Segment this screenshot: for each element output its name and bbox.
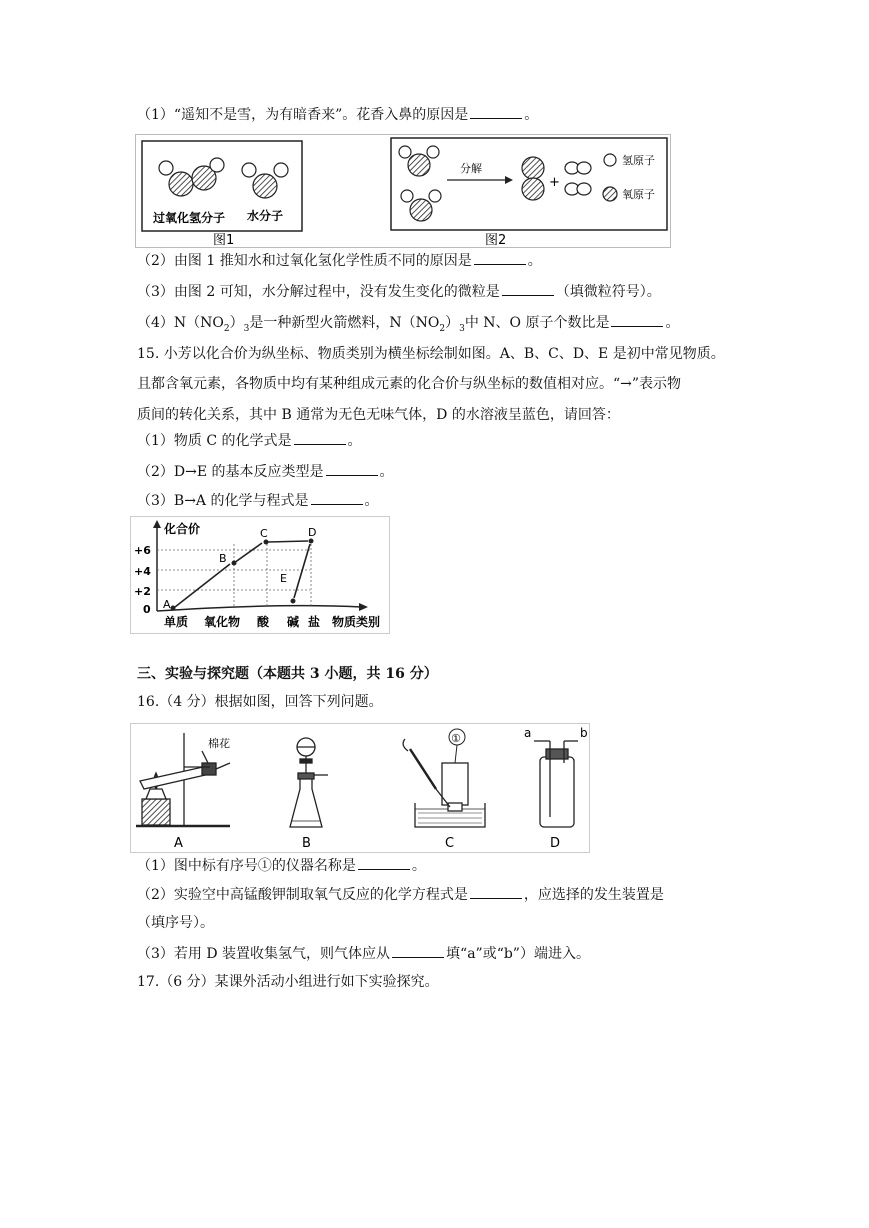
point-c [264,540,269,545]
xtick-base: 碱 [287,615,300,629]
xtick-salt: 盐 [308,615,321,629]
q15-part2-end: 。 [379,464,394,480]
q16-part2-mid: ，应选择的发生装置是 [523,887,664,903]
answer-blank[interactable] [392,943,444,958]
molecule-figures-svg [135,134,671,249]
arrow-head-icon [505,176,513,184]
label-b: B [219,552,227,565]
q14-part4-text-b: ） [229,315,244,331]
q15-part2-text: （2）D→E 的基本反应类型是 [137,464,324,480]
q15-part2 [137,461,394,482]
fig2-arrow-label: 分解 [460,162,482,175]
legend-hydrogen-icon [604,154,616,166]
answer-blank[interactable] [611,312,663,327]
apparatus-c [403,739,485,827]
q14-part2-end: 。 [527,253,542,269]
ytick-plus4: +4 [134,565,151,578]
answer-blank[interactable] [474,250,526,265]
answer-blank[interactable] [470,104,522,119]
chart-grid [157,544,311,608]
q14-figures [135,134,671,249]
legend-hydrogen-label: 氢原子 [622,154,655,167]
answer-blank[interactable] [502,281,554,296]
q16-intro: 16.（4 分）根据如图，回答下列问题。 [137,694,383,710]
q14-part4-text-d: ） [445,315,460,331]
xtick-acid: 酸 [257,615,270,629]
legend-oxygen-label: 氧原子 [622,188,655,201]
q16-part1 [137,855,426,876]
q16-part3 [137,943,590,964]
q16-part1-text: （1）图中标有序号①的仪器名称是 [137,858,356,874]
subscript: 3 [459,323,465,334]
subscript: 3 [243,323,250,334]
apparatus-frame [131,724,590,853]
label-b-port: b [580,726,588,740]
fig1-label-h2o: 水分子 [247,209,284,223]
label-a-port: a [524,726,532,740]
q17-intro: 17.（6 分）某课外活动小组进行如下实验探究。 [137,974,439,990]
label-a: A [163,598,171,611]
ytick-plus6: +6 [134,544,151,557]
q14-part1-text: （1）“遥知不是雪，为有暗香来”。花香入鼻的原因是 [137,107,469,123]
valence-chart [130,516,390,634]
label-cotton: 棉花 [208,737,230,750]
hydrogen-molecule-bottom [565,183,591,195]
fig1-caption: 图1 [213,233,235,248]
apparatus-b [290,738,328,827]
q15-part1 [137,430,362,451]
caption-a: A [174,836,183,851]
q14-part1-end: 。 [524,107,539,123]
ytick-plus2: +2 [134,585,151,598]
apparatus-d [534,741,578,827]
q14-part4 [137,312,679,339]
subscript: 2 [223,323,230,334]
q14-part3-text: （3）由图 2 可知，水分解过程中，没有发生变化的微粒是 [137,284,500,300]
q14-part4-end: 。 [665,315,680,331]
answer-blank[interactable] [294,430,346,445]
hydrogen-molecule-top [565,162,591,174]
q14-part3-end: （填微粒符号）。 [555,284,661,300]
legend-oxygen-icon [603,187,617,201]
ytick-zero: 0 [143,603,151,616]
q16-part2-cont: （填序号）。 [137,915,214,931]
q15-intro-line3: 质间的转化关系，其中 B 通常为无色无味气体，D 的水溶液呈蓝色，请回答： [137,407,620,423]
q16-part2-text: （2）实验空中高锰酸钾制取氧气反应的化学方程式是 [137,887,468,903]
q15-intro-line2: 且都含氧元素，各物质中均有某种组成元素的化合价与纵坐标的数值相对应。“→”表示物 [137,376,682,392]
q16-part3-text: （3）若用 D 装置收集氢气，则气体应从 [137,946,391,962]
q14-part2-text: （2）由图 1 推知水和过氧化氢化学性质不同的原因是 [137,253,472,269]
q16-part2 [137,884,664,905]
q14-part4-text-c: 是一种新型火箭燃料，N（NO [249,315,440,331]
q15-intro-line1: 15. 小芳以化合价为纵坐标、物质类别为横坐标绘制如图。A、B、C、D、E 是初中常见物质。 [137,346,725,362]
answer-blank[interactable] [358,855,410,870]
conversion-arrows [175,541,310,607]
water-molecule-bottom [401,190,441,221]
subscript: 2 [439,323,446,334]
label-leader-line [455,745,457,763]
point-b [232,561,237,566]
xtick-element: 单质 [164,615,189,629]
h2o-molecule [242,163,288,198]
q14-part2 [137,250,542,271]
fig2-plus: + [549,175,560,190]
point-a [171,606,176,611]
answer-blank[interactable] [470,884,522,899]
label-d: D [308,526,317,539]
point-d [309,539,314,544]
q15-part3 [137,490,379,511]
fig1-label-h2o2: 过氧化氢分子 [153,211,226,225]
label-circle1: ① [451,732,461,745]
q14-part4-text-e: 中 N、O 原子个数比是 [464,315,610,331]
q16-part1-end: 。 [411,858,426,874]
valence-chart-svg [130,516,390,634]
q14-part3 [137,281,661,302]
fig2-caption: 图2 [485,233,507,248]
label-c: C [260,527,268,540]
q16-part3-end: 填“a”或“b”）端进入。 [446,946,590,962]
h2o2-molecule [159,158,224,196]
oxygen-molecule [522,157,544,200]
q15-part1-end: 。 [347,433,362,449]
apparatus-svg [130,723,590,853]
chart-xlabel: 物质类别 [332,615,381,629]
label-e: E [280,572,287,585]
answer-blank[interactable] [311,490,363,505]
q14-part1 [137,104,538,125]
caption-d: D [550,836,561,851]
x-axis [157,606,362,611]
q15-part1-text: （1）物质 C 的化学式是 [137,433,292,449]
q15-part3-end: 。 [364,493,379,509]
point-e [291,599,296,604]
chart-ylabel: 化合价 [164,522,201,536]
apparatus-figure [130,723,590,853]
caption-c: C [445,836,455,851]
answer-blank[interactable] [326,461,378,476]
y-axis-arrow-icon [153,520,161,528]
q15-part3-text: （3）B→A 的化学与程式是 [137,493,309,509]
section3-title: 三、实验与探究题（本题共 3 小题，共 16 分） [137,666,438,682]
caption-b: B [302,836,311,851]
xtick-oxide: 氧化物 [204,615,241,629]
q14-part4-text-a: （4）N（NO [137,315,224,331]
water-molecule-top [399,146,439,176]
x-axis-arrow-icon [359,603,368,611]
